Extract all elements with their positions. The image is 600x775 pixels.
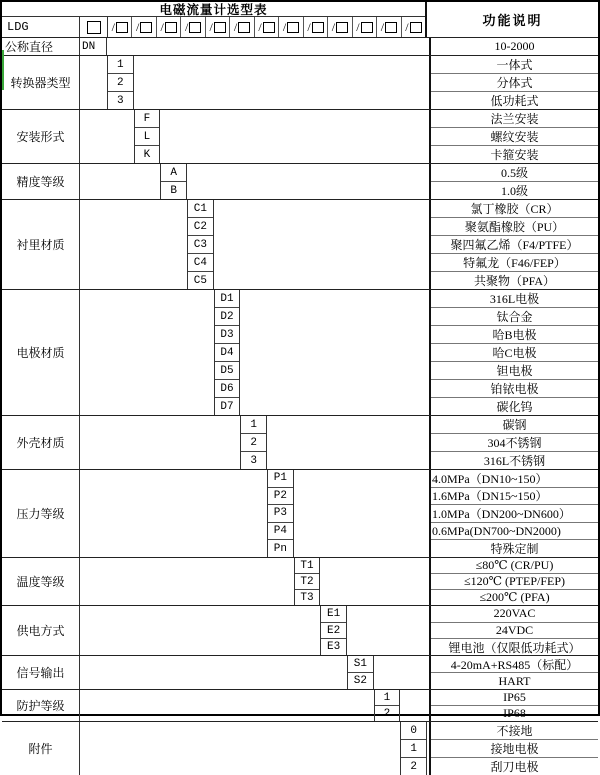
empty-filler-right <box>240 290 429 415</box>
code-cell-P3: P3 <box>268 505 293 523</box>
code-area <box>80 722 429 775</box>
code-cell-S2: S2 <box>353 675 367 687</box>
section-label: 转换器类型 <box>2 56 80 109</box>
function-cell: 特殊定制 <box>490 542 539 557</box>
green-edge-artifact <box>2 50 4 90</box>
function-cell: 24VDC <box>431 623 598 640</box>
code-column <box>294 558 321 605</box>
section-electrode-material <box>2 289 598 415</box>
function-column <box>429 416 598 469</box>
placeholder-box-icon <box>140 22 152 33</box>
function-column <box>429 656 598 689</box>
placeholder-box-icon <box>214 22 226 33</box>
function-column <box>429 558 598 605</box>
function-cell: 316L不锈钢 <box>483 454 546 468</box>
function-cell: 1.0MPa（DN200~DN600） <box>431 505 598 523</box>
function-column <box>429 164 598 199</box>
code-cell-0: 0 <box>401 722 426 740</box>
code-column <box>320 606 347 655</box>
code-area <box>80 656 429 689</box>
code-cell-A: A <box>161 164 186 182</box>
empty-filler-right <box>214 200 429 289</box>
function-cell: 304不锈钢 <box>431 434 598 452</box>
code-box <box>304 17 328 37</box>
table-body <box>2 38 598 775</box>
empty-filler-left <box>80 290 214 415</box>
function-cell: 一体式 <box>431 56 598 74</box>
code-cell-2: 2 <box>241 434 266 452</box>
section-label: 外壳材质 <box>2 416 80 469</box>
section-pressure-rating <box>2 469 598 557</box>
function-column-header: 功能说明 <box>482 13 543 28</box>
code-cell-P2: P2 <box>268 488 293 506</box>
code-cell-T2: T2 <box>295 574 320 590</box>
code-box <box>230 17 254 37</box>
code-cell-3: 3 <box>117 94 124 107</box>
function-cell: 哈B电极 <box>431 326 598 344</box>
code-cell-L: L <box>135 128 160 146</box>
code-cell-K: K <box>143 148 151 161</box>
slash-separator: / <box>282 20 287 34</box>
function-cell: 4.0MPa（DN10~150） <box>431 470 598 488</box>
code-area <box>80 164 429 199</box>
code-area <box>80 470 429 557</box>
empty-filler-left <box>80 722 400 775</box>
code-cell-1: 1 <box>108 56 133 74</box>
header-left <box>2 2 427 37</box>
dn-code-box <box>80 17 108 37</box>
function-cell: ≤200℃ (PFA) <box>479 590 550 604</box>
section-accuracy-class <box>2 163 598 199</box>
function-column <box>429 200 598 289</box>
empty-filler-left <box>80 470 267 557</box>
slash-separator: / <box>258 20 262 34</box>
function-cell: 哈C电极 <box>431 344 598 362</box>
function-cell: 316L电极 <box>431 290 598 308</box>
section-label: 压力等级 <box>2 470 80 557</box>
empty-filler-right <box>400 690 429 721</box>
section-label: 安装形式 <box>2 110 80 163</box>
function-column <box>429 290 598 415</box>
code-column <box>347 656 374 689</box>
slash-separator: / <box>380 20 385 34</box>
empty-filler-left <box>80 164 160 199</box>
section-label: 供电方式 <box>2 606 80 655</box>
placeholder-box-icon <box>116 22 128 33</box>
placeholder-box-icon <box>312 22 324 33</box>
code-area <box>80 558 429 605</box>
code-box <box>157 17 181 37</box>
code-box <box>353 17 377 37</box>
page-title: 电磁流量计选型表 <box>2 2 425 17</box>
function-cell: IP65 <box>431 690 598 706</box>
code-column <box>214 290 241 415</box>
slash-separator: / <box>356 20 360 34</box>
function-cell: HART <box>498 673 531 688</box>
function-cell: 聚四氟乙烯（F4/PTFE） <box>431 236 598 254</box>
code-box <box>108 17 132 37</box>
section-nominal-diameter <box>2 38 598 55</box>
code-cell-D4: D4 <box>215 344 240 362</box>
code-area <box>80 56 429 109</box>
code-area <box>80 38 429 55</box>
empty-filler-right <box>187 164 429 199</box>
code-column <box>134 110 161 163</box>
placeholder-box-icon <box>361 22 373 33</box>
section-label: 附件 <box>2 722 80 775</box>
empty-filler-right <box>294 470 429 557</box>
code-column <box>240 416 267 469</box>
function-cell: 法兰安装 <box>431 110 598 128</box>
code-box <box>402 17 425 37</box>
section-power-supply <box>2 605 598 655</box>
code-column <box>80 38 107 55</box>
function-cell: 1.0级 <box>500 184 528 198</box>
code-cell-1: 1 <box>241 416 266 434</box>
function-cell: 共聚物（PFA） <box>473 274 556 288</box>
function-column <box>429 606 598 655</box>
code-cell-D3: D3 <box>215 326 240 344</box>
code-cell-D7: D7 <box>220 400 234 413</box>
function-cell: 卡箍安装 <box>490 148 539 162</box>
model-code-row <box>2 17 425 37</box>
function-cell: 10-2000 <box>494 39 535 53</box>
placeholder-box-icon <box>287 22 299 33</box>
empty-filler-left <box>80 558 294 605</box>
code-cell-D6: D6 <box>215 380 240 398</box>
function-cell: 0.6MPa(DN700~DN2000) <box>431 523 598 541</box>
slash-separator: / <box>331 20 336 34</box>
code-cell-C1: C1 <box>188 200 213 218</box>
section-label: 衬里材质 <box>2 200 80 289</box>
empty-filler-left <box>80 606 320 655</box>
function-cell: ≤80℃ (CR/PU) <box>431 558 598 574</box>
function-column <box>429 690 598 721</box>
code-area <box>80 690 429 721</box>
code-column <box>267 470 294 557</box>
code-box <box>132 17 156 37</box>
placeholder-box-icon <box>238 22 250 33</box>
code-cell-Pn: Pn <box>273 542 287 555</box>
function-column <box>429 110 598 163</box>
function-cell: 碳化钨 <box>496 400 533 414</box>
function-cell: 1.6MPa（DN15~150） <box>431 488 598 506</box>
code-cell-T3: T3 <box>300 591 314 604</box>
function-cell: 220VAC <box>431 606 598 623</box>
function-column <box>429 722 598 775</box>
code-area <box>80 290 429 415</box>
code-cell-E3: E3 <box>327 641 341 654</box>
function-column <box>429 38 598 55</box>
function-cell: 刮刀电极 <box>490 760 539 774</box>
code-cell-1: 1 <box>401 740 426 758</box>
code-area <box>80 416 429 469</box>
code-box <box>328 17 352 37</box>
function-column <box>429 56 598 109</box>
code-cell-C2: C2 <box>188 218 213 236</box>
code-cell-2: 2 <box>108 74 133 92</box>
placeholder-box-icon <box>410 22 422 33</box>
function-cell: 不接地 <box>431 722 598 740</box>
code-cell-D5: D5 <box>215 362 240 380</box>
empty-filler-right <box>320 558 429 605</box>
empty-filler-right <box>347 606 429 655</box>
section-signal-output <box>2 655 598 689</box>
function-cell: 分体式 <box>431 74 598 92</box>
code-cell-F: F <box>135 110 160 128</box>
empty-filler-left <box>80 110 134 163</box>
code-box <box>181 17 205 37</box>
code-cell-E1: E1 <box>321 606 346 623</box>
function-cell: 0.5级 <box>431 164 598 182</box>
function-cell: IP68 <box>503 706 526 720</box>
section-label: 电极材质 <box>2 290 80 415</box>
placeholder-box-icon <box>165 22 177 33</box>
code-cell-C5: C5 <box>193 274 207 287</box>
function-cell: 4-20mA+RS485（标配） <box>431 656 598 673</box>
section-label: 精度等级 <box>2 164 80 199</box>
function-cell: 特氟龙（F46/FEP） <box>431 254 598 272</box>
section-temperature-rating <box>2 557 598 605</box>
code-cell-S1: S1 <box>348 656 373 673</box>
code-cell-2: 2 <box>383 707 391 720</box>
code-cell-C3: C3 <box>188 236 213 254</box>
section-housing-material <box>2 415 598 469</box>
code-area <box>80 110 429 163</box>
code-cell-C4: C4 <box>188 254 213 272</box>
model-prefix: LDG <box>2 17 80 37</box>
code-box <box>255 17 279 37</box>
code-cell-B: B <box>170 184 177 197</box>
slash-separator: / <box>307 20 311 34</box>
section-installation-type <box>2 109 598 163</box>
slash-separator: / <box>405 20 409 34</box>
empty-filler-right <box>160 110 429 163</box>
code-cell-P1: P1 <box>268 470 293 488</box>
table-header <box>2 2 598 38</box>
code-cell-DN: DN <box>82 40 96 53</box>
code-cell-2: 2 <box>410 760 417 773</box>
empty-filler-right <box>134 56 429 109</box>
function-cell: 聚氨酯橡胶（PU） <box>431 218 598 236</box>
slash-separator: / <box>111 20 115 34</box>
function-cell: 低功耗式 <box>490 94 539 108</box>
slash-separator: / <box>184 20 189 34</box>
section-label: 公称直径 <box>2 38 80 55</box>
function-cell: ≤120℃ (PTEP/FEP) <box>431 574 598 590</box>
placeholder-box-icon <box>189 22 201 33</box>
function-cell: 螺纹安装 <box>431 128 598 146</box>
placeholder-box-icon <box>87 21 101 34</box>
code-cell-3: 3 <box>250 454 257 467</box>
function-cell: 碳钢 <box>431 416 598 434</box>
code-cell-T1: T1 <box>295 558 320 574</box>
empty-filler-right <box>107 38 429 55</box>
empty-filler-right <box>267 416 429 469</box>
slash-separator: / <box>136 20 140 34</box>
function-cell: 铂铱电极 <box>431 380 598 398</box>
code-cell-1: 1 <box>375 690 400 706</box>
section-accessories <box>2 721 598 775</box>
code-column <box>374 690 401 721</box>
slash-separator: / <box>209 20 213 34</box>
code-cell-P4: P4 <box>268 523 293 541</box>
section-protection-rating <box>2 689 598 721</box>
section-label: 防护等级 <box>2 690 80 721</box>
empty-filler-left <box>80 56 107 109</box>
empty-filler-left <box>80 416 240 469</box>
code-box <box>206 17 230 37</box>
placeholder-box-icon <box>263 22 275 33</box>
function-cell: 接地电极 <box>431 740 598 758</box>
placeholder-box-icon <box>336 22 348 33</box>
section-lining-material <box>2 199 598 289</box>
empty-filler-left <box>80 656 347 689</box>
section-label: 温度等级 <box>2 558 80 605</box>
placeholder-box-icon <box>385 22 397 33</box>
empty-filler-left <box>80 200 187 289</box>
code-box <box>279 17 303 37</box>
slash-separator: / <box>160 20 164 34</box>
empty-filler-right <box>374 656 429 689</box>
function-cell: 钛合金 <box>431 308 598 326</box>
code-cell-D2: D2 <box>215 308 240 326</box>
function-cell: 氯丁橡胶（CR） <box>431 200 598 218</box>
section-label: 信号输出 <box>2 656 80 689</box>
code-column <box>107 56 134 109</box>
code-cell-D1: D1 <box>215 290 240 308</box>
code-box <box>377 17 401 37</box>
code-column <box>187 200 214 289</box>
slash-separator: / <box>233 20 238 34</box>
function-column <box>429 470 598 557</box>
code-column <box>160 164 187 199</box>
code-cell-E2: E2 <box>321 623 346 640</box>
section-converter-type <box>2 55 598 109</box>
empty-filler-left <box>80 690 374 721</box>
code-area <box>80 200 429 289</box>
code-area <box>80 606 429 655</box>
code-column <box>400 722 427 775</box>
function-cell: 钽电极 <box>431 362 598 380</box>
function-cell: 锂电池（仅限低功耗式） <box>448 640 581 655</box>
model-code-boxes <box>108 17 425 37</box>
